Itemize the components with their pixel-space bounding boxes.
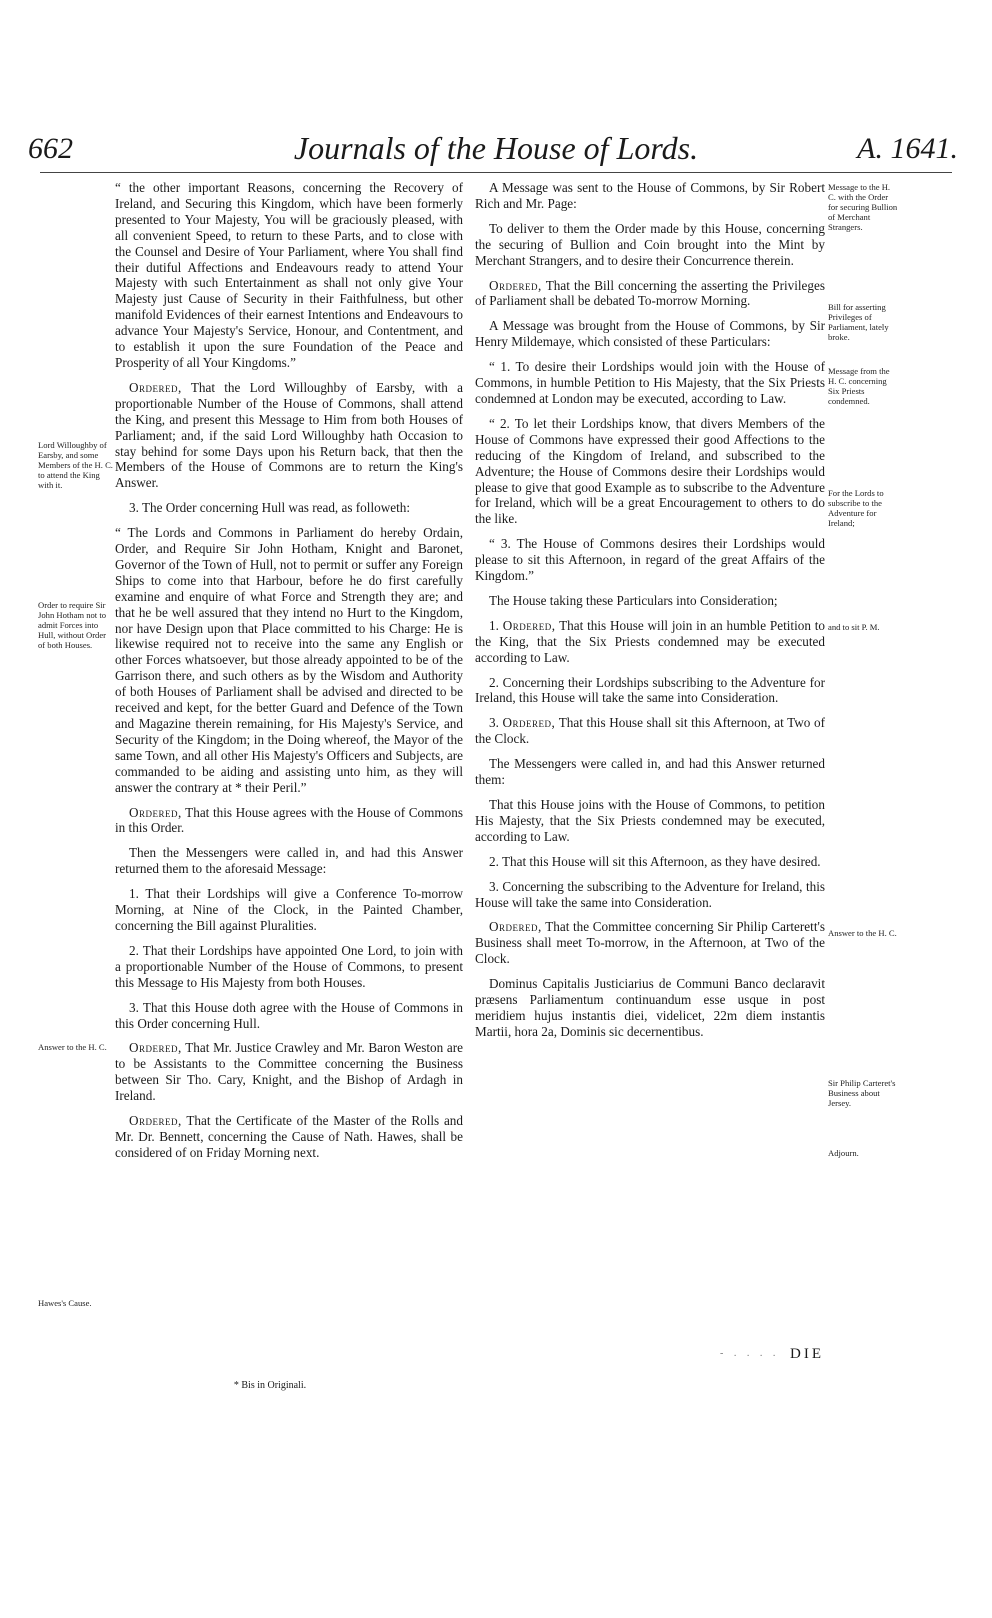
paragraph: “ 1. To desire their Lordships would join with the House of Commons, in humble Petition to His Majesty, that the Six Priests condemned at London may be executed, according to Law.: [475, 359, 825, 406]
margin-note-adventure: For the Lords to subscribe to the Adventure for Ireland;: [828, 488, 884, 528]
paragraph: 1. That their Lordships will give a Conference To-morrow Morning, at Nine of the Clock, in the Painted Chamber, concerning the Bill against Pluralities.: [115, 886, 463, 933]
paragraph: That this House joins with the House of Commons, to petition His Majesty, that the Six Priests condemned may be executed, according to Law.: [475, 797, 825, 844]
paragraph: 3. Concerning the subscribing to the Adventure for Ireland, this House will take the same into Consideration.: [475, 878, 825, 910]
year: A. 1641.: [857, 132, 958, 165]
paragraph: To deliver to them the Order made by this House, concerning the securing of Bullion and Coin brought into the Mint by Merchant Strangers, and to desire their Concurrence therein.: [475, 220, 825, 268]
margin-note-answer-hc: Answer to the H. C.: [828, 928, 897, 938]
catchword: DIE: [790, 1346, 824, 1362]
paragraph: Ordered, That the Bill concerning the asserting the Privileges of Parliament shall be debated To-morrow Morning.: [475, 277, 825, 309]
paragraph: 3. The Order concerning Hull was read, as followeth:: [129, 500, 411, 516]
margin-note-answer: Answer to the H. C.: [38, 1042, 107, 1052]
paragraph: 2. That this House will sit this Afternoon, as they have desired.: [489, 853, 821, 869]
paragraph: 2. Concerning their Lordships subscribing to the Adventure for Ireland, this House will take the same into Consideration.: [475, 674, 825, 706]
margin-note-adjourn: Adjourn.: [828, 1148, 859, 1158]
paragraph: Dominus Capitalis Justiciarius de Communi Banco declaravit præsens Parliamentum continuandum esse usque in post meridiem hujus instantis diei, videlicet, 22m diem instantis Martii, hora 2a, Dominis sic decernentibus.: [475, 976, 825, 1039]
header-rule: [40, 172, 952, 173]
paragraph: Ordered, That the Committee concerning Sir Philip Carterett's Business shall meet To-morrow, in the Afternoon, at Two of the Clock.: [475, 919, 825, 967]
paragraph: The House taking these Particulars into Consideration;: [489, 592, 778, 608]
margin-note-sit: and to sit P. M.: [828, 622, 880, 632]
margin-note-privileges: Bill for asserting Privileges of Parliament, lately broke.: [828, 302, 889, 342]
ink-smudge: - . . . .: [720, 1348, 780, 1359]
paragraph: Ordered, That Mr. Justice Crawley and Mr. Baron Weston are to be Assistants to the Committee concerning the Business between Sir Tho. Cary, Knight, and the Bishop of Ardagh in Ireland.: [115, 1040, 463, 1104]
paragraph: 2. That their Lordships have appointed One Lord, to join with a proportionable Number of the House of Commons, to present this Message to His Majesty from both Houses.: [115, 942, 463, 990]
paragraph: “ The Lords and Commons in Parliament do hereby Ordain, Order, and Require Sir John Hotham, Knight and Baronet, Governor of the Town of Hull, not to permit or suffer any Foreign Ships to come into that Harbour, before he do first carefully examine and enquire of what Force and Strength they are; and that he be well assured that they intend no Hurt to the Kingdom, nor have Design upon that Place committed to his Charge: He is likewise required not to receive into the same any English or other Forces whatsoever, but those already appointed to be of the Garrison there, and such others as by the Wisdom and Authority of both Houses of Parliament shall be advised and directed to be received and kept, for the better Guard and Defence of the Town and Magazine therein remaining, for His Majesty's Service, and Security of the Kingdom; in the Doing whereof, the Mayor of the same Town, and all other His Majesty's Officers and Subjects, are commanded to be aiding and assisting unto him, as they will answer the contrary at * their Peril.”: [115, 525, 463, 795]
margin-note-bullion: Message to the H. C. with the Order for securing Bullion of Merchant Strangers.: [828, 182, 898, 232]
margin-note-carteret: Sir Philip Carteret's Business about Jersey.: [828, 1078, 896, 1108]
page-header: [0, 128, 992, 178]
margin-note-hawes: Hawes's Cause.: [38, 1298, 92, 1308]
margin-note-willoughby: Lord Willoughby of Earsby, and some Members of the H. C. to attend the King with it.: [38, 440, 113, 490]
paragraph: Ordered, That the Lord Willoughby of Earsby, with a proportionable Number of the House of Commons, shall attend the King, and present this Message to Him from both Houses of Parliament; and, if the said Lord Willoughby hath Occasion to stay behind for some Days upon his Return back, that then the Members of the House of Commons are to return the King's Answer.: [115, 379, 463, 491]
paragraph: Ordered, That the Certificate of the Master of the Rolls and Mr. Dr. Bennett, concerning the Cause of Nath. Hawes, shall be considered of on Friday Morning next.: [115, 1113, 463, 1160]
paragraph: The Messengers were called in, and had this Answer returned them:: [475, 756, 825, 788]
margin-note-hotham: Order to require Sir John Hotham not to admit Forces into Hull, without Order of both Houses.: [38, 600, 107, 650]
paragraph: 3. That this House doth agree with the House of Commons in this Order concerning Hull.: [115, 999, 463, 1031]
footnote: * Bis in Originali.: [233, 1380, 307, 1391]
paragraph: “ 2. To let their Lordships know, that divers Members of the House of Commons have expressed their good Affections to the reducing of the Kingdom of Ireland, and subscribed to the Adventure; the House of Commons desire their Lordships would please to give that good Example as to subscribe to the Adventure for Ireland, which will be a great Encouragement to others to do the like.: [475, 415, 825, 527]
right-column: [475, 180, 825, 1049]
paragraph: 1. Ordered, That this House will join in an humble Petition to the King, that the Six Priests condemned may be executed according to Law.: [475, 617, 826, 665]
paragraph: “ the other important Reasons, concerning the Recovery of Ireland, and Securing this Kingdom, which have been formerly presented to Your Majesty, You will be graciously pleased, with all convenient Speed, to return to these Parts, and to close with the Counsel and Desire of Your Parliament, where You shall find their dutiful Affections and Endeavours ready to attend Your Majesty with such Entertainment as shall not only give Your Majesty just Cause of Security in their Faithfulness, but other manifold Evidences of their earnest Intentions and Endeavours to advance Your Majesty's Service, Honour, and Contentment, and to establish it upon the sure Foundation of the Peace and Prosperity of all Your Kingdoms.”: [115, 180, 463, 370]
page-number: 662: [28, 132, 73, 165]
margin-note-priests: Message from the H. C. concerning Six Priests condemned.: [828, 366, 890, 406]
paragraph: Ordered, That this House agrees with the House of Commons in this Order.: [115, 804, 463, 836]
paragraph: “ 3. The House of Commons desires their Lordships would please to sit this Afternoon, in regard of the great Affairs of the Kingdom.”: [475, 536, 825, 584]
journal-title: Journals of the House of Lords.: [293, 130, 699, 166]
paragraph: Then the Messengers were called in, and had this Answer returned them to the aforesaid Message:: [115, 845, 463, 877]
paragraph: 3. Ordered, That this House shall sit this Afternoon, at Two of the Clock.: [475, 715, 826, 747]
paragraph: A Message was brought from the House of Commons, by Sir Henry Mildemaye, which consisted of these Particulars:: [475, 318, 825, 350]
left-column: [115, 180, 463, 1170]
paragraph: A Message was sent to the House of Commons, by Sir Robert Rich and Mr. Page:: [475, 180, 825, 211]
